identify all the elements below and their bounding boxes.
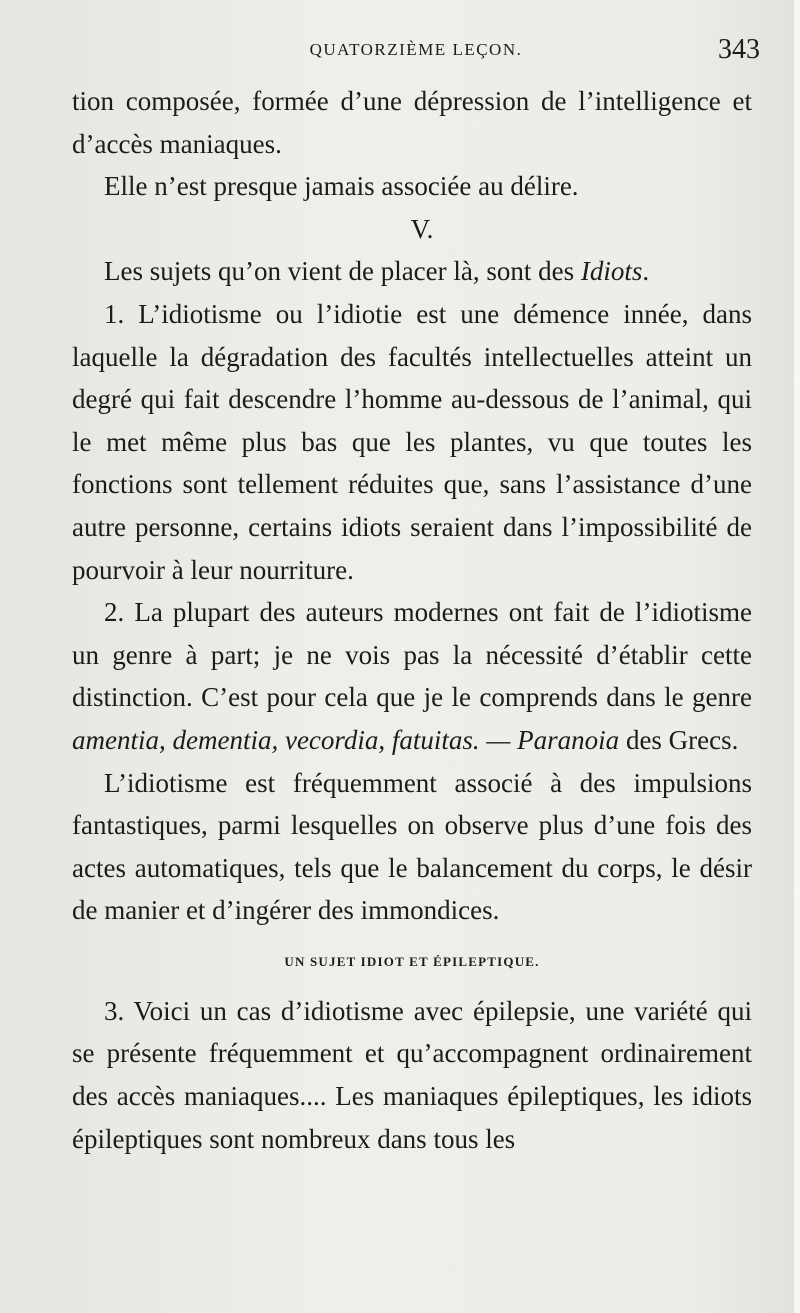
paragraph-impulsions: L’idiotisme est fréquemment associé à des impulsions fantastiques, parmi lesquelles on observe plus d’une fois des actes automatiques, tels que le balancement du corps, le désir de manier et d’ingérer des immondices.	[72, 767, 752, 926]
section-number: V.	[410, 213, 434, 244]
paragraph-2-italic: amentia, dementia, vecordia, fatuitas. — Paranoia	[72, 724, 620, 755]
body-text	[72, 80, 752, 1160]
paragraph-3-epilepsie: 3. Voici un cas d’idiotisme avec épilepsie, une variété qui se présente fréquemment et qu’accompagnent ordinairement des accès maniaques.... Les maniaques épileptiques, les idiots épileptiques sont nombreux dans tous les	[72, 995, 752, 1154]
page-number: 343	[718, 34, 760, 65]
paragraph-2-auteurs	[72, 591, 752, 761]
subheading: UN SUJET IDIOT ET ÉPILEPTIQUE.	[284, 953, 540, 969]
paragraph-elle: Elle n’est presque jamais associée au délire.	[104, 171, 579, 202]
running-head: QUATORZIÈME LEÇON.	[309, 40, 523, 59]
paragraph-sujets-end: .	[642, 256, 650, 287]
paragraph-sujets-text: Les sujets qu’on vient de placer là, sont des	[104, 256, 581, 287]
paragraph-1-idiotisme: 1. L’idiotisme ou l’idiotie est une démence innée, dans laquelle la dégradation des facultés intellectuelles atteint un degré qui fait descendre l’homme au-dessous de l’animal, qui le met même plus bas que les plantes, vu que toutes les fonctions sont tellement réduites que, sans l’assistance d’une autre personne, certains idiots seraient dans l’impossibilité de pourvoir à leur nourriture.	[72, 298, 752, 585]
page-header	[72, 32, 760, 72]
paragraph-sujets	[72, 250, 752, 293]
paragraph-2-end: des Grecs.	[619, 724, 739, 755]
paragraph-2-text: 2. La plupart des auteurs modernes ont fait de l’idiotisme un genre à part; je ne vois pas la nécessité d’établir cette distinction. C’est pour cela que je le comprends dans le genre	[72, 597, 752, 713]
paragraph-sujets-italic: Idiots	[580, 256, 643, 287]
paragraph-continuation: tion composée, formée d’une dépression de l’intelligence et d’accès maniaques.	[72, 86, 752, 159]
